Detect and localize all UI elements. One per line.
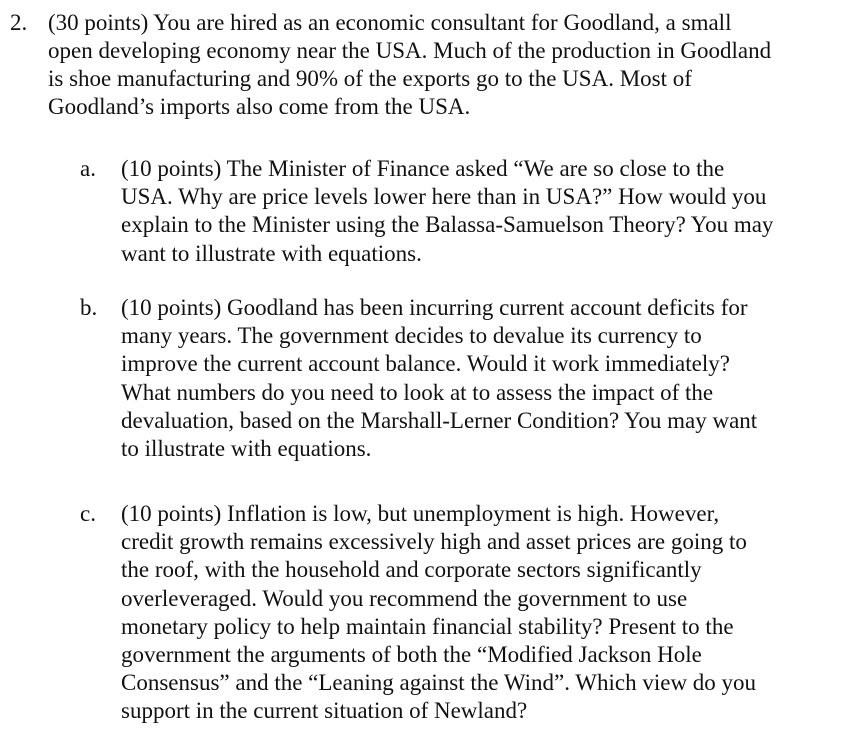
part-a [80,155,835,268]
question-2 [10,9,835,121]
question-text: (30 points) You are hired as an economic consultant for Goodland, a small open developing economy near the USA. Much of the production in Goodland is shoe manufacturing and 90% of the exports go to the USA. Most of Goodland’s imports also come from the USA. [48,10,772,119]
question-row [10,9,835,121]
question-number: 2. [10,10,28,35]
part-c-letter: c. [80,501,96,526]
part-a-letter: a. [80,156,96,181]
part-b-letter: b. [80,295,98,320]
part-b-text: (10 points) Goodland has been incurring current account deficits for many years. The government decides to devalue its currency to improve the current account balance. Would it work immediately? What numbers do you need to look at to assess the impact of the devaluation, based on the Marshall-Lerner Condition? You may want to illustrate with equations. [121,295,758,462]
part-a-text: (10 points) The Minister of Finance asked “We are so close to the USA. Why are price levels lower here than in USA?” How would you explain to the Minister using the Balassa-Samuelson Theory? You may want to illustrate with equations. [121,156,774,266]
part-c [80,500,835,726]
part-c-text: (10 points) Inflation is low, but unemployment is high. However, credit growth remains excessively high and asset prices are going to the roof, with the household and corporate sectors significantly overleveraged. Would you recommend the government to use monetary policy to help maintain financial stability? Present to the government the arguments of both the “Modified Jackson Hole Consensus” and the “Leaning against the Wind”. Which view do you support in the current situation of Newland? [121,501,757,724]
part-b [80,294,835,463]
